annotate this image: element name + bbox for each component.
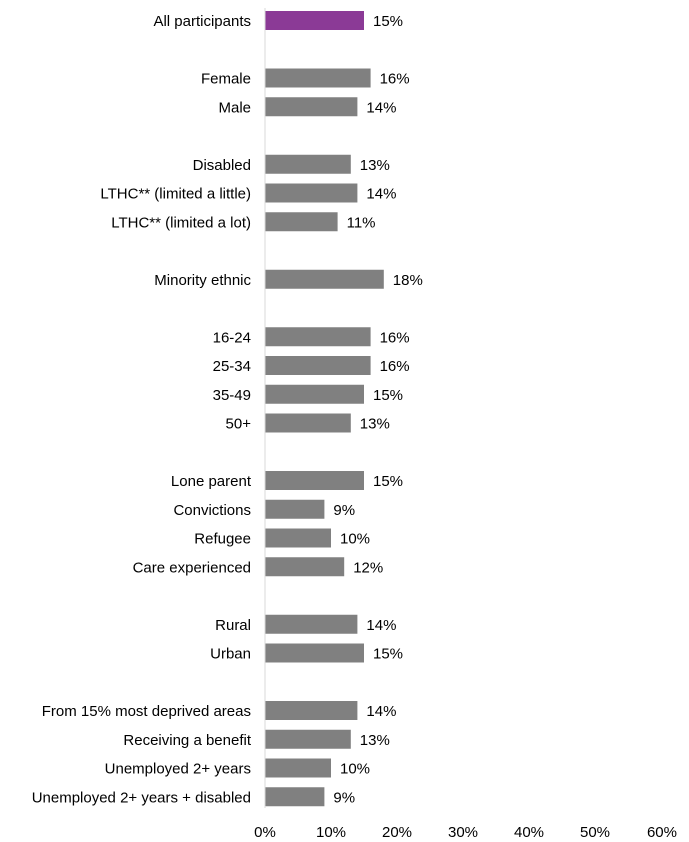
bar-male <box>265 97 357 116</box>
x-tick-label-1: 10% <box>315 823 347 841</box>
category-labels <box>32 13 252 806</box>
category-label-disabled: Disabled <box>192 156 251 174</box>
bar-minority-ethnic <box>265 270 384 289</box>
bar-lthc-limited-a-lot <box>265 212 338 231</box>
bar-disabled <box>265 155 351 174</box>
category-label-rural: Rural <box>215 616 251 634</box>
x-tick-label-5: 50% <box>579 823 611 841</box>
bar-urban <box>265 644 364 663</box>
bar-35-49 <box>265 385 364 404</box>
category-label-refugee: Refugee <box>194 530 251 548</box>
x-tick-label-3: 30% <box>447 823 479 841</box>
value-labels <box>333 13 422 806</box>
bar-unemployed-2-years <box>265 759 331 778</box>
value-label-16-24: 16% <box>379 329 410 347</box>
bar-unemployed-2-years-disabled <box>265 787 324 806</box>
value-label-convictions: 9% <box>333 501 356 519</box>
category-label-lthc-limited-a-lot: LTHC** (limited a lot) <box>111 214 251 232</box>
bar-convictions <box>265 500 324 519</box>
value-label-minority-ethnic: 18% <box>392 271 423 289</box>
category-label-female: Female <box>200 70 251 88</box>
category-label-male: Male <box>218 99 251 117</box>
value-label-unemployed-2-years-disabled: 9% <box>333 789 356 807</box>
category-label-urban: Urban <box>210 645 251 663</box>
category-label-25-34: 25-34 <box>212 358 251 375</box>
bar-lthc-limited-a-little <box>265 184 357 203</box>
category-label-16-24: 16-24 <box>212 329 251 347</box>
value-label-care-experienced: 12% <box>353 559 384 577</box>
category-label-lthc-limited-a-little: LTHC** (limited a little) <box>100 185 251 203</box>
category-label-minority-ethnic: Minority ethnic <box>154 271 251 289</box>
category-label-all-participants: All participants <box>153 13 251 30</box>
value-label-refugee: 10% <box>340 530 371 548</box>
value-label-female: 16% <box>379 70 410 88</box>
x-tick-label-6: 60% <box>646 823 677 841</box>
value-label-receiving-a-benefit: 13% <box>359 731 390 749</box>
category-label-care-experienced: Care experienced <box>132 559 251 577</box>
bar-from-15-most-deprived-areas <box>265 701 357 720</box>
category-label-convictions: Convictions <box>173 501 251 519</box>
value-label-25-34: 16% <box>379 358 410 375</box>
value-label-lthc-limited-a-lot: 11% <box>346 214 376 232</box>
x-tick-label-2: 20% <box>381 823 413 841</box>
bar-all-participants <box>265 11 364 30</box>
value-label-lone-parent: 15% <box>373 473 404 490</box>
value-label-rural: 14% <box>366 616 397 634</box>
bar-25-34 <box>265 356 371 375</box>
x-axis-tick-labels <box>254 824 677 841</box>
value-label-unemployed-2-years: 10% <box>340 760 371 778</box>
value-label-50: 13% <box>359 415 390 433</box>
bar-16-24 <box>265 327 371 346</box>
category-label-unemployed-2-years: Unemployed 2+ years <box>104 760 251 778</box>
category-label-35-49: 35-49 <box>212 386 251 404</box>
bar-refugee <box>265 529 331 548</box>
category-label-unemployed-2-years-disabled: Unemployed 2+ years + disabled <box>31 789 251 807</box>
value-label-35-49: 15% <box>373 386 404 404</box>
bars-layer <box>265 11 384 806</box>
bar-lone-parent <box>265 471 364 490</box>
bar-receiving-a-benefit <box>265 730 351 749</box>
value-label-urban: 15% <box>373 645 404 663</box>
category-label-from-15-most-deprived-areas: From 15% most deprived areas <box>41 703 251 720</box>
category-label-50: 50+ <box>225 415 251 433</box>
value-label-disabled: 13% <box>359 156 390 174</box>
value-label-all-participants: 15% <box>373 13 404 30</box>
bar-50 <box>265 414 351 433</box>
value-label-from-15-most-deprived-areas: 14% <box>366 703 397 720</box>
x-tick-label-4: 40% <box>513 823 545 841</box>
bar-rural <box>265 615 357 634</box>
bar-female <box>265 69 371 88</box>
x-tick-label-0: 0% <box>254 823 276 841</box>
category-label-receiving-a-benefit: Receiving a benefit <box>123 731 251 749</box>
value-label-lthc-limited-a-little: 14% <box>366 185 397 203</box>
category-label-lone-parent: Lone parent <box>170 473 251 490</box>
bar-care-experienced <box>265 557 344 576</box>
value-label-male: 14% <box>366 99 397 117</box>
